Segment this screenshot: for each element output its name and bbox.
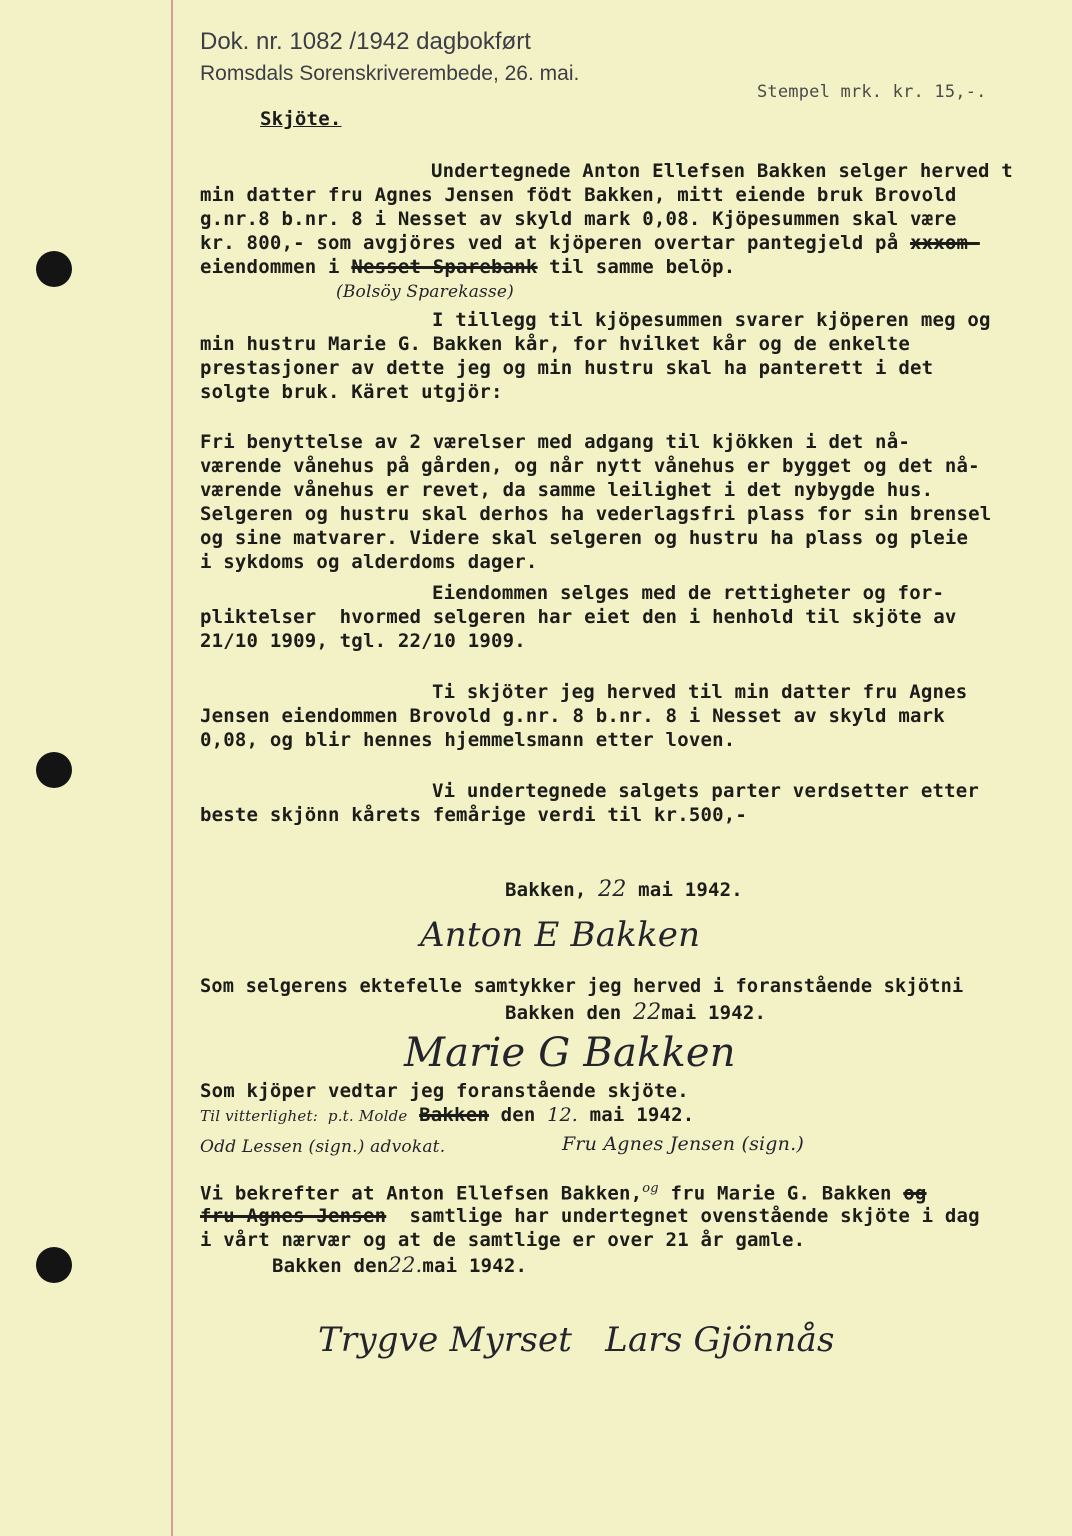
body-line: 0,08, og blir hennes hjemmelsmann etter loven. [200, 729, 736, 751]
buyer-signature: Fru Agnes Jensen (sign.) [562, 1133, 804, 1155]
struck-text: fru Agnes Jensen [200, 1205, 387, 1227]
document-title: Skjöte. [260, 108, 342, 130]
body-line: i sykdoms og alderdoms dager. [200, 551, 538, 573]
registry-stamp-office: Romsdals Sorenskriverembede, 26. mai. [200, 62, 580, 85]
witness-signatures: Trygve Myrset Lars Gjönnås [318, 1320, 835, 1360]
body-line: værende vånehus på gården, og når nytt vånehus er bygget og det nå- [200, 455, 980, 477]
punch-hole [36, 1247, 72, 1283]
body-line: og sine matvarer. Videre skal selgeren og hustru ha plass og pleie [200, 527, 969, 549]
body-line: g.nr.8 b.nr. 8 i Nesset av skyld mark 0,08. Kjöpesummen skal være [200, 208, 957, 230]
punch-hole [36, 752, 72, 788]
place-date: Bakken den 22mai 1942. [505, 1000, 767, 1025]
punch-hole [36, 251, 72, 287]
stamp-fee: Stempel mrk. kr. 15,-. [757, 82, 987, 102]
body-line: solgte bruk. Käret utgjör: [200, 381, 503, 403]
seller-signature: Anton E Bakken [420, 915, 701, 955]
handwritten-insert: (Bolsöy Sparekasse) [336, 282, 514, 302]
body-line: Eiendommen selges med de rettigheter og for- [432, 582, 945, 604]
body-line: Vi undertegnede salgets parter verdsetter etter [432, 780, 980, 802]
body-line: min hustru Marie G. Bakken kår, for hvilket kår og de enkelte [200, 333, 910, 355]
body-line: beste skjönn kårets femårige verdi til kr.500,- [200, 804, 748, 826]
body-line: Jensen eiendommen Brovold g.nr. 8 b.nr. 8 i Nesset av skyld mark [200, 705, 945, 727]
body-line: pliktelser hvormed selgeren har eiet den i henhold til skjöte av [200, 606, 957, 628]
struck-text: Bakken [419, 1104, 489, 1126]
margin-rule [171, 0, 173, 1536]
body-line: I tillegg til kjöpesummen svarer kjöperen meg og [432, 309, 991, 331]
place-date: Bakken, 22 mai 1942. [505, 877, 743, 902]
body-line: min datter fru Agnes Jensen födt Bakken, mitt eiende bruk Brovold [200, 184, 957, 206]
body-line: Som kjöper vedtar jeg foranstående skjöte. [200, 1080, 689, 1102]
body-line: i vårt nærvær og at de samtlige er over 21 år gamle. [200, 1229, 806, 1251]
body-line: eiendommen i Nesset Sparebank til samme belöp. [200, 256, 736, 278]
lawyer-signature: Odd Lessen (sign.) advokat. [200, 1137, 446, 1157]
body-line: Ti skjöter jeg herved til min datter fru Agnes [432, 681, 968, 703]
registry-stamp-number: Dok. nr. 1082 /1942 dagbokført [200, 28, 531, 55]
body-line: værende vånehus er revet, da samme leilighet i det nybygde hus. [200, 479, 934, 501]
body-line: Fri benyttelse av 2 værelser med adgang til kjökken i det nå- [200, 431, 910, 453]
place-date: Bakken den22.mai 1942. [272, 1253, 528, 1277]
struck-text: Nesset Sparebank [351, 256, 538, 278]
body-line: fru Agnes Jensen samtlige har undertegnet ovenstående skjöte i dag [200, 1205, 980, 1227]
struck-text: og [903, 1182, 927, 1205]
body-line: 21/10 1909, tgl. 22/10 1909. [200, 630, 526, 652]
witness-line: Til vitterlighet: p.t. Molde Bakken den 12. mai 1942. [200, 1104, 695, 1126]
body-line: kr. 800,- som avgjöres ved at kjöperen overtar pantegjeld på xxxom- [200, 232, 980, 254]
body-line: Selgeren og hustru skal derhos ha vederlagsfri plass for sin brensel [200, 503, 992, 525]
struck-text: xxxom- [909, 232, 980, 254]
spouse-signature: Marie G Bakken [404, 1030, 736, 1076]
body-line: Som selgerens ektefelle samtykker jeg herved i foranstående skjötni [200, 976, 964, 997]
body-line: Vi bekrefter at Anton Ellefsen Bakken,$^{og}$ fru Marie G. Bakken og [200, 1181, 927, 1205]
body-line: Undertegnede Anton Ellefsen Bakken selger herved t [431, 160, 1013, 182]
body-line: prestasjoner av dette jeg og min hustru skal ha panterett i det [200, 357, 934, 379]
